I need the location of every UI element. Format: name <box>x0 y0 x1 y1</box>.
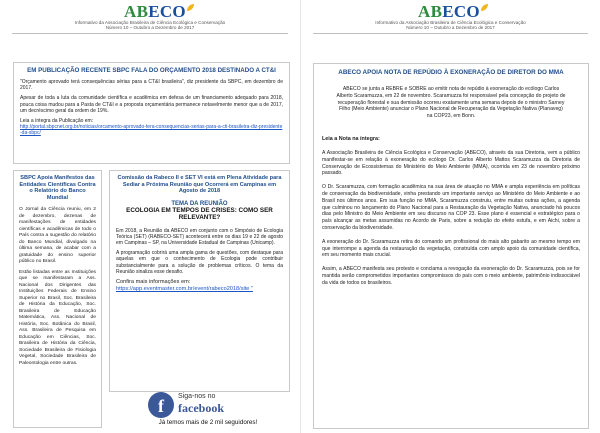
article-paragraph: O Dr. Scaramuzza, com formação acadêmica na sua área de atuação no MMA e ampla experiência em políticas de conservação da biodiversidade, vinha prestando um importante serviço ao Ministério do Meio Ambiente e ao Brasil nos últimos anos. Em sua função no MMA, Scaramuzza construiu, entre muitas outras ações, a agenda que culminou no lançamento do Plano Nacional para a Restauração da Vegetação Nativa, anunciado há poucos dias pelo Ministro do Meio Ambiente em seu discurso na COP 23. Esse plano é essencial e estratégico para o país alcançar as metas assumidas no Acordo de Paris, sobre a redução do efeito estufa, e em Aichi, sobre a conservação da biodiversidade. <box>322 184 580 231</box>
info-label: Confira mais informações em: <box>116 279 191 286</box>
note-lead: Leia a Nota na íntegra: <box>322 135 380 142</box>
followers-caption: Já temos mais de 2 mil seguidores! <box>158 419 258 426</box>
leaf-icon <box>481 4 488 11</box>
article-mma-exoneration <box>313 63 589 429</box>
facebook-follow-badge[interactable] <box>148 392 258 418</box>
theme-heading: TEMA DA REUNIÃO <box>171 200 228 207</box>
article-body: Apesar de toda a luta da comunidade científica e acadêmica em defesa de um financiamento adequado para 2018, pouca coisa mudou para a Pasta de CT&I e a proposta orçamentária permanece notavelmente menor que a de 2017, um decréscimo geral da ordem de 19%. <box>20 95 283 114</box>
article-sbpc-budget <box>13 62 290 164</box>
tagline: Informativo da Associação Brasileira de Ciência Ecológica e Conservação Número 10 – Outubro a Dezembro de 2017 <box>301 20 600 31</box>
sbpc-article-link[interactable]: http://portal.sbpcnet.org.br/noticias/orcamento-aprovado-tera-consequencias-serias-para-a-cti-brasileira-diz-presidente-da-sbpc/ <box>20 124 283 137</box>
page-header <box>0 0 300 34</box>
article-title: SBPC Apoia Manifestos das Entidades Científicas Contra o Relatório do Banco Mundial <box>19 175 96 201</box>
facebook-wordmark: facebook <box>178 401 224 415</box>
article-rabeco-set <box>109 170 290 392</box>
abeco-logo: ABECO <box>124 2 194 22</box>
link-label: Leia a íntegra da Publicação em: <box>20 118 94 125</box>
article-paragraph: A programação cobrirá uma ampla gama de questões, com destaque para aquelas em que o conhecimento de Ecologia pode contribuir substancialmente para a solução de problemas críticos. O tema da Reunião sinaliza esse desafio. <box>116 250 283 275</box>
article-paragraph: Assim, a ABECO manifesta seu protesto e conclama a revogação da exoneração do Dr. Scaramuzza, pois se for mantida serão comprometidos importantes compromissos do país com o meio ambiente, patrimônio indissociável da vida de todos os brasileiros. <box>322 266 580 286</box>
article-banco-mundial <box>13 170 102 428</box>
divider <box>12 33 288 34</box>
article-intro: ABECO se junta a REBRE e SOBRE ao emitir nota de repúdio à exoneração do ecólogo Carlos Alberto Scaramuzza, em 22 de novembro. Scaramuzza foi responsável pela concepção do projeto de recuperação florestal e sua demissão ocorreu exatamente uma semana depois de o ministro Sarney Filho (Meio Ambiente) anunciar o Plano Nacional de Recuperação da Vegetação Nativa (Planaveg) na COP23, em Bonn. <box>336 86 566 120</box>
article-paragraph: Estão listadas entre as Instituições que se manifestaram a Ass. Nacional dos Dirigentes das Instituições Federais de Ensino Superior no Brasil, Soc. Brasileira de História da Educação, Soc. Brasileira de Educação Matemática, Ass. Nacional de História, Soc. Botânica do Brasil, Ass. Brasileira de Pesquisa em Educação em Ciências, Soc. Brasileira de História da Ciência, Sociedade Brasileira de Fisiologia Vegetal, Sociedade Brasileira de Paleontologia entre outras. <box>19 269 96 366</box>
follow-us-label: Siga-nos no <box>178 393 216 400</box>
issue-number: Número 10 – Outubro a Dezembro de 2017 <box>406 25 495 31</box>
article-paragraph: Em 2018, a Reunião da ABECO em conjunto com o Simpósio de Ecologia Teórica (SET) (RABECO-SET) acontecerá entre os dias 19 e 22 de agosto em Campinas – SP, na Universidade Estadual de Campinas (Unicamp). <box>116 227 283 246</box>
article-title: EM PUBLICAÇÃO RECENTE SBPC FALA DO ORÇAMENTO 2018 DESTINADO A CT&I <box>27 67 276 74</box>
facebook-icon: f <box>148 392 174 418</box>
leaf-icon <box>187 4 194 11</box>
tagline: Informativo da Associação Brasileira de Ciência Ecológica e Conservação Número 10 – Outubro a Dezembro de 2017 <box>0 20 300 31</box>
article-paragraph: O Jornal da Ciência reuniu, em 2 de dezembro, dezenas de manifestações de entidades científicas e acadêmicas de todo o País contra a sugestão do relatório do Banco Mundial, divulgado na última semana, de acabar com a gratuidade do ensino superior público no Brasil. <box>19 207 96 265</box>
page-header <box>301 0 600 34</box>
article-paragraph: A Associação Brasileira de Ciência Ecológica e Conservação (ABECO), através da sua Diretoria, vem a público manifestar-se em relação à exoneração do ecólogo Dr. Carlos Alberto Mattos Scaramuzza da Diretoria de Conservação de Ecossistemas do Ministério do Meio Ambiente (MMA), ocorrida em 23 de novembro próximo passado. <box>322 149 580 177</box>
divider <box>313 33 588 34</box>
abeco-logo: ABECO <box>418 2 488 22</box>
article-quote: "Orçamento aprovado terá consequências sérias para a CT&I brasileira", diz presidente da SBPC, em dezembro de 2017. <box>20 79 283 92</box>
article-title: ABECO APOIA NOTA DE REPÚDIO À EXONERAÇÃO DE DIRETOR DO MMA <box>338 69 564 76</box>
article-title: Comissão da Rabeco II e SET VI está em Plena Atividade para Sediar a Próxima Reunião que Ocorrerá em Campinas em Agosto de 2018 <box>117 175 282 195</box>
theme-title: ECOLOGIA EM TEMPOS DE CRISES: COMO SER RELEVANTE? <box>126 206 273 222</box>
event-link[interactable]: https://app.eventmaster.com.br/event/rabeco2018/site " <box>116 286 253 293</box>
newsletter-page-right <box>300 0 600 433</box>
issue-number: Número 10 – Outubro a Dezembro de 2017 <box>105 25 195 31</box>
article-paragraph: A exoneração do Dr. Scaramuzza retira do comando um profissional do mais alto gabarito ao mesmo tempo em que interrompe a agenda da restauração da vegetação, construída com amplo apoio da comunidade científica, em seu momento mais crucial. <box>322 238 580 259</box>
